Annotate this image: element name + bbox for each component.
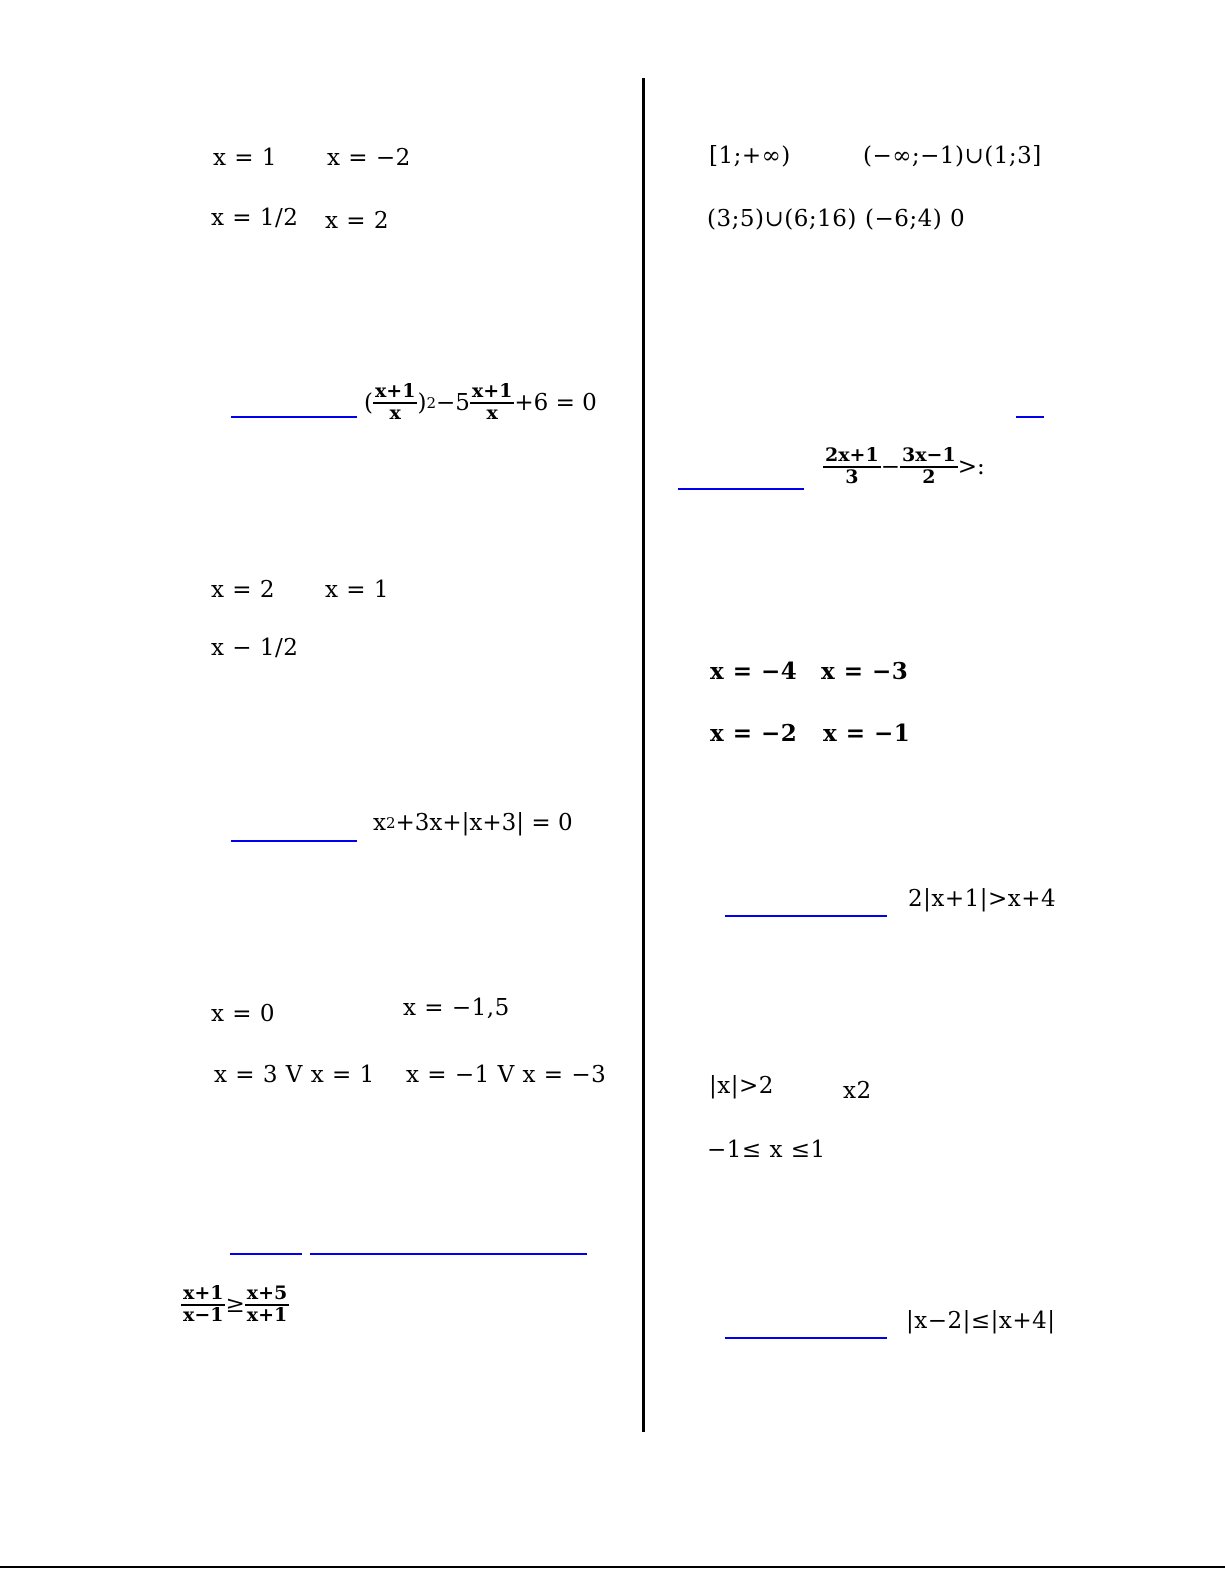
inequality-3: |x−2|≤|x+4|	[906, 1308, 1056, 1334]
equation-2: x 2 +3x+|x+3| = 0	[373, 810, 573, 836]
answer-option-c: −1≤ x ≤1	[707, 1137, 826, 1163]
footer-rule	[0, 1566, 1225, 1568]
inequality-1: $\frac{2x+1}{3}$ − $\frac{3x-1}{2}$ >:	[825, 444, 985, 488]
answer-option-c: x = −2	[710, 720, 798, 747]
hyperlink-underline[interactable]	[231, 416, 357, 418]
fraction: $\frac{x+1}{x}$	[471, 380, 513, 424]
answer-option-b: x = −3	[821, 658, 909, 685]
fraction: $\frac{3x-1}{2}$	[901, 444, 956, 488]
hyperlink-underline[interactable]	[230, 1253, 302, 1255]
answer-option-b: x2	[843, 1078, 872, 1104]
column-divider	[642, 78, 645, 1432]
answer-option-d: x = −1	[823, 720, 911, 747]
answer-option-d: x = 2	[325, 208, 389, 234]
answer-option-b: x = 1	[325, 577, 389, 603]
hyperlink-underline[interactable]	[310, 1253, 587, 1255]
fraction: $\frac{2x+1}{3}$	[825, 444, 879, 488]
fraction: $\frac{x+1}{x}$	[374, 380, 416, 424]
answer-option-a: [1;+∞)	[709, 143, 791, 169]
answer-option-b: x = −2	[327, 145, 411, 171]
answer-option-b: x = −1,5	[403, 995, 510, 1021]
hyperlink-underline[interactable]	[231, 840, 357, 842]
answer-option-d: (−6;4) 0	[865, 206, 966, 232]
answer-option-a: |x|>2	[709, 1073, 774, 1099]
hyperlink-underline[interactable]	[725, 1337, 887, 1339]
answer-option-a: x = 0	[211, 1001, 275, 1027]
answer-option-d: x = −1 V x = −3	[406, 1062, 607, 1088]
fraction: $\frac{x+1}{x-1}$	[183, 1282, 224, 1326]
answer-option-c: (3;5)∪(6;16)	[707, 206, 857, 232]
answer-option-c: x = 1/2	[211, 205, 299, 231]
answer-option-c: x − 1/2	[211, 635, 299, 661]
inequality-fractions: $\frac{x+1}{x-1}$ ≥ $\frac{x+5}{x+1}$	[183, 1282, 288, 1326]
answer-option-b: (−∞;−1)∪(1;3]	[863, 143, 1042, 169]
answer-option-c: x = 3 V x = 1	[214, 1062, 375, 1088]
hyperlink-underline[interactable]	[678, 488, 804, 490]
answer-option-a: x = −4	[710, 658, 798, 685]
inequality-2: 2|x+1|>x+4	[908, 886, 1057, 912]
hyperlink-underline[interactable]	[725, 915, 887, 917]
equation-1: ( $\frac{x+1}{x}$ ) 2 −5 $\frac{x+1}{x}$ +6 = 0	[364, 380, 597, 424]
fraction: $\frac{x+5}{x+1}$	[246, 1282, 288, 1326]
hyperlink-underline[interactable]	[1016, 416, 1044, 418]
answer-option-a: x = 2	[211, 577, 275, 603]
answer-option-a: x = 1	[213, 145, 277, 171]
